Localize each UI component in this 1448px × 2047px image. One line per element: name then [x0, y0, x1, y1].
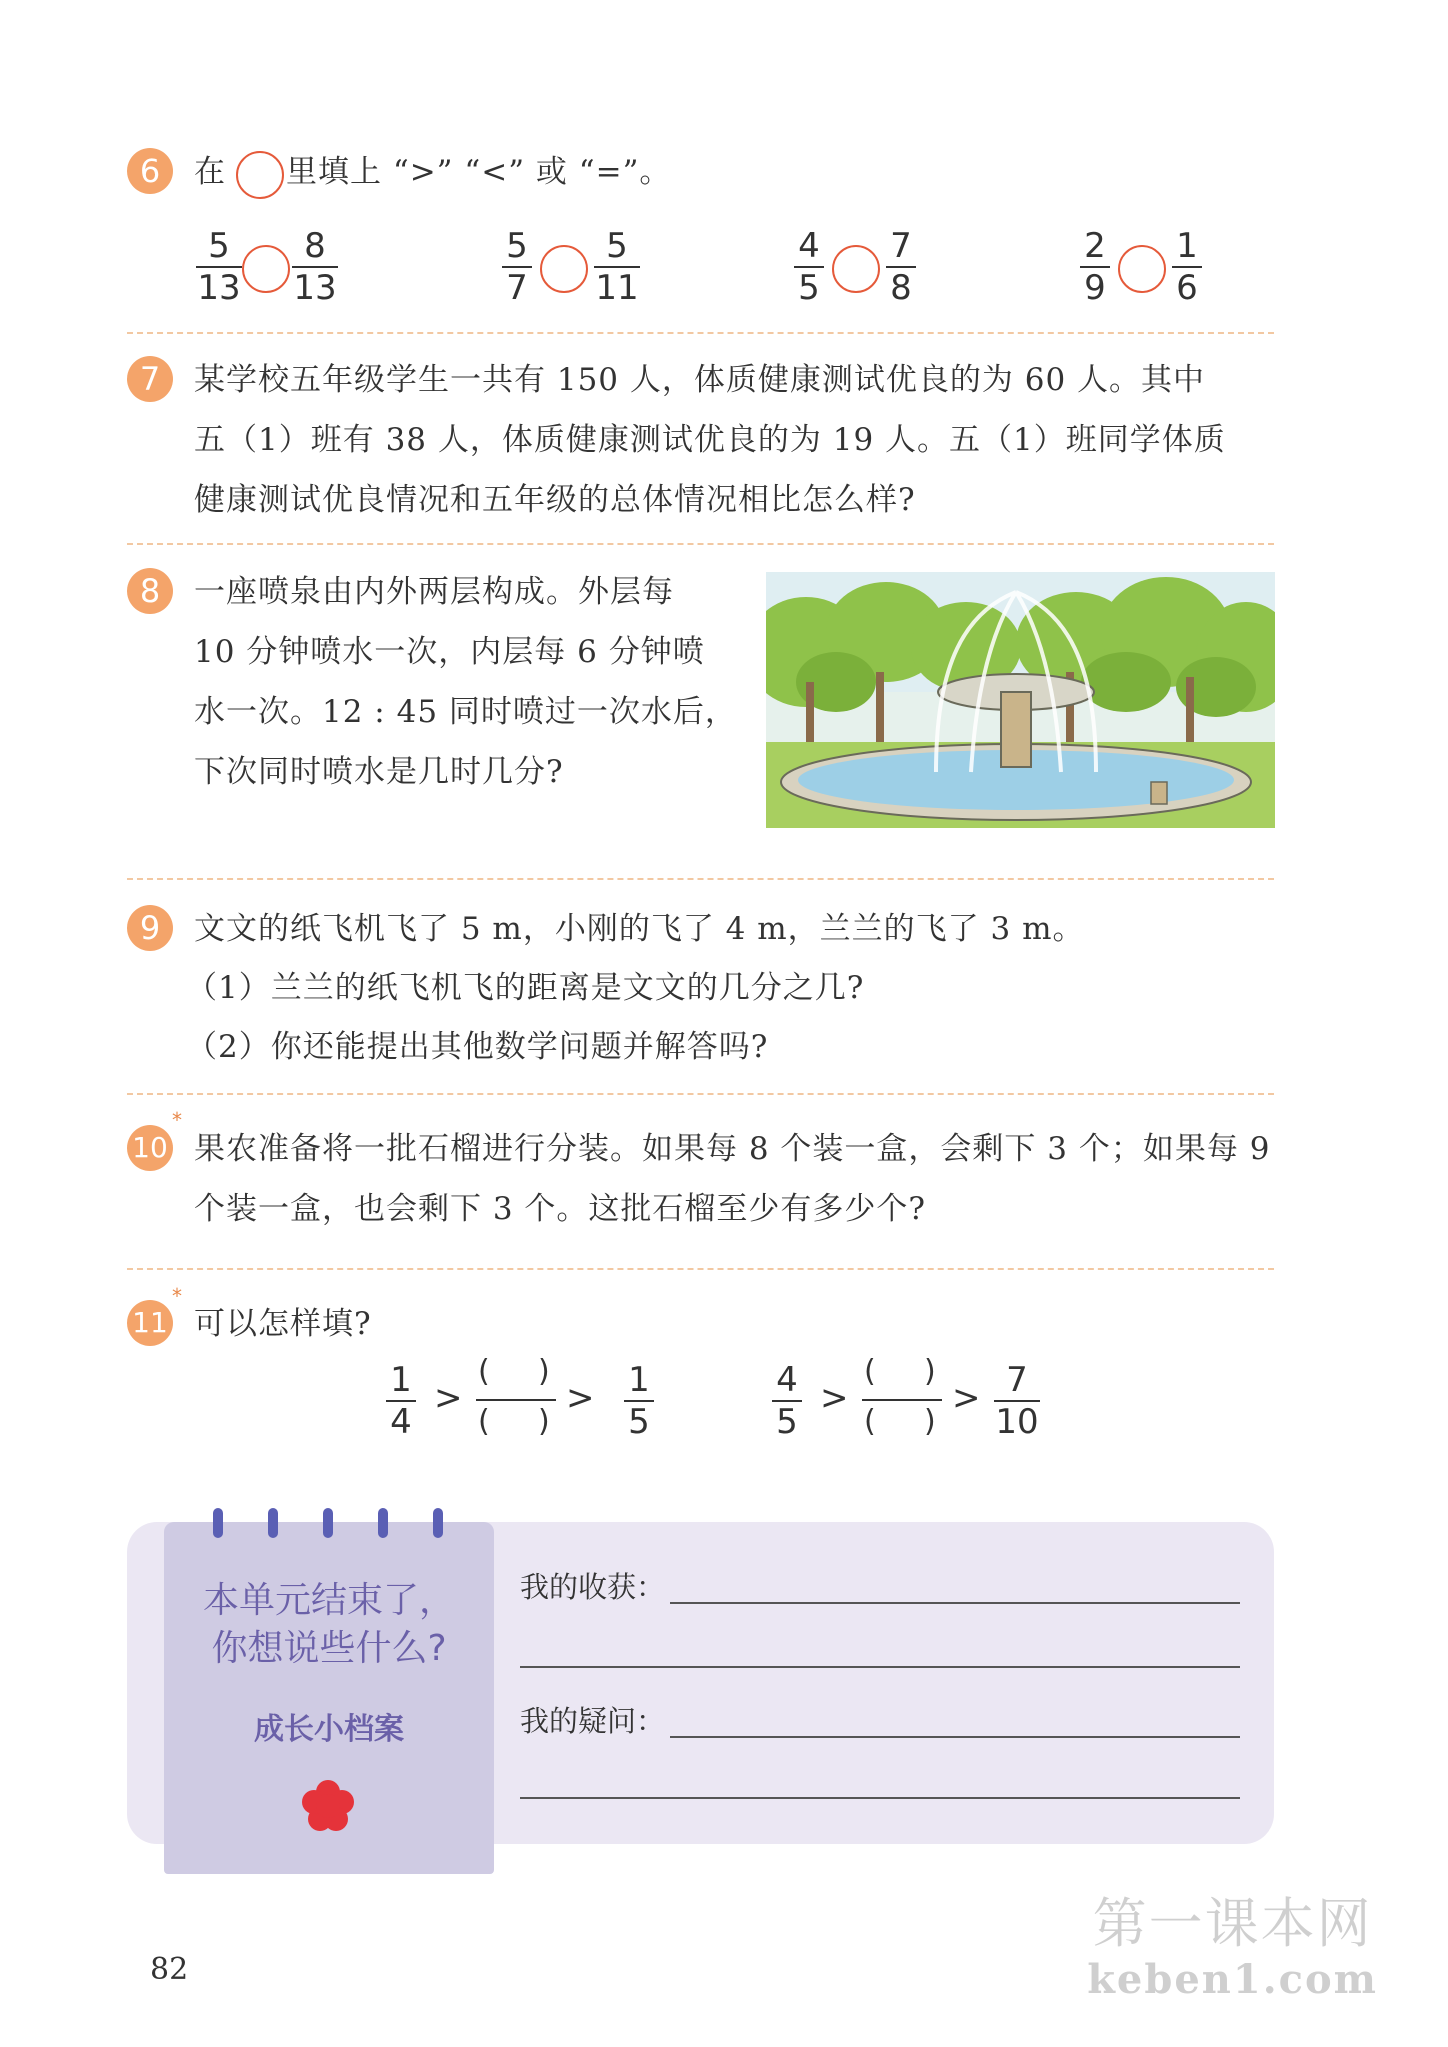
fountain-illustration [766, 572, 1275, 828]
blank-circle-icon [236, 151, 284, 199]
question-8-badge: 8 [127, 568, 173, 614]
section-divider [127, 332, 1274, 334]
question-11-badge: 11 [127, 1300, 173, 1346]
watermark-url: keben1.com [1087, 1956, 1378, 2003]
binder-ring-icon [268, 1508, 278, 1538]
fraction [292, 228, 338, 306]
denominator: 13 [197, 268, 241, 308]
question-9-sub-1: （1）兰兰的纸飞机飞的距离是文文的几分之几? [186, 970, 865, 1006]
fraction [502, 228, 532, 306]
paren: ) [924, 1404, 936, 1439]
question-write-line[interactable] [520, 1797, 1240, 1799]
answer-circle[interactable] [1118, 245, 1166, 293]
denominator: 8 [890, 268, 912, 308]
section-divider [127, 878, 1274, 880]
page-number: 82 [150, 1952, 189, 1987]
denominator: 7 [506, 268, 528, 308]
question-11-prompt: 可以怎样填? [194, 1306, 372, 1342]
question-label: 我的疑问： [520, 1704, 666, 1738]
paren: ( [864, 1354, 876, 1389]
paren: ) [538, 1354, 550, 1389]
numerator: 7 [890, 226, 912, 266]
watermark [1087, 1892, 1378, 2004]
question-7-line: 五（1）班有 38 人，体质健康测试优良的为 19 人。五（1）班同学体质 [194, 422, 1226, 458]
answer-fraction-bar[interactable] [476, 1399, 556, 1401]
numerator: 5 [506, 226, 528, 266]
numerator: 4 [776, 1360, 798, 1400]
paren: ) [538, 1404, 550, 1439]
question-6-prompt-start: 在 [194, 154, 226, 190]
greater-than-sign: > [820, 1378, 849, 1418]
numerator: 2 [1084, 226, 1106, 266]
greater-than-sign: > [952, 1378, 981, 1418]
denominator: 11 [595, 268, 639, 308]
numerator: 5 [606, 226, 628, 266]
paren: ( [864, 1404, 876, 1439]
watermark-title: 第一课本网 [1092, 1892, 1373, 1955]
answer-circle[interactable] [540, 245, 588, 293]
greater-than-sign: > [434, 1378, 463, 1418]
numerator: 1 [390, 1360, 412, 1400]
answer-circle[interactable] [242, 245, 290, 293]
answer-fraction-bar[interactable] [862, 1399, 942, 1401]
fraction [994, 1362, 1040, 1440]
flower-icon [298, 1776, 358, 1836]
numerator: 4 [798, 226, 820, 266]
paren: ) [924, 1354, 936, 1389]
denominator: 5 [776, 1402, 798, 1442]
question-6-prompt-end: 里填上 “>” “<” 或 “=”。 [286, 154, 672, 190]
section-divider [127, 1093, 1274, 1095]
denominator: 5 [628, 1402, 650, 1442]
answer-circle[interactable] [832, 245, 880, 293]
question-8-line: 一座喷泉由内外两层构成。外层每 [194, 574, 674, 610]
question-10-line: 果农准备将一批石榴进行分装。如果每 8 个装一盒，会剩下 3 个；如果每 9 [194, 1131, 1271, 1167]
question-8-line: 10 分钟喷水一次，内层每 6 分钟喷 [194, 634, 705, 670]
card-subtitle: 成长小档案 [254, 1712, 404, 1747]
denominator: 10 [995, 1402, 1039, 1442]
fraction [624, 1362, 654, 1440]
question-8-line: 下次同时喷水是几时几分? [194, 754, 564, 790]
greater-than-sign: > [566, 1378, 595, 1418]
fraction [594, 228, 640, 306]
question-8-line: 水一次。12 : 45 同时喷过一次水后， [194, 694, 737, 730]
challenge-star-icon: * [172, 1108, 182, 1132]
gain-write-line[interactable] [670, 1602, 1240, 1604]
question-10-line: 个装一盒，也会剩下 3 个。这批石榴至少有多少个? [194, 1191, 927, 1227]
numerator: 1 [1176, 226, 1198, 266]
card-title-line-1: 本单元结束了， [202, 1580, 455, 1621]
numerator: 8 [304, 226, 326, 266]
question-6-badge: 6 [127, 148, 173, 194]
question-10-badge: 10 [127, 1125, 173, 1171]
question-7-line: 某学校五年级学生一共有 150 人，体质健康测试优良的为 60 人。其中 [194, 362, 1206, 398]
binder-ring-icon [433, 1508, 443, 1538]
question-7-line: 健康测试优良情况和五年级的总体情况相比怎么样? [194, 482, 916, 518]
section-divider [127, 1268, 1274, 1270]
numerator: 5 [208, 226, 230, 266]
fraction [1080, 228, 1110, 306]
denominator: 13 [293, 268, 337, 308]
paren: ( [478, 1404, 490, 1439]
numerator: 1 [628, 1360, 650, 1400]
card-title-line-2: 你想说些什么? [211, 1628, 447, 1669]
question-7-badge: 7 [127, 356, 173, 402]
denominator: 9 [1084, 268, 1106, 308]
question-9-badge: 9 [127, 905, 173, 951]
fraction [794, 228, 824, 306]
fraction [772, 1362, 802, 1440]
binder-ring-icon [213, 1508, 223, 1538]
binder-ring-icon [323, 1508, 333, 1538]
denominator: 4 [390, 1402, 412, 1442]
challenge-star-icon: * [172, 1284, 182, 1308]
fraction [886, 228, 916, 306]
gain-write-line[interactable] [520, 1666, 1240, 1668]
denominator: 5 [798, 268, 820, 308]
paren: ( [478, 1354, 490, 1389]
binder-ring-icon [378, 1508, 388, 1538]
fraction [1172, 228, 1202, 306]
gain-label: 我的收获： [520, 1570, 666, 1604]
question-9-line: 文文的纸飞机飞了 5 m，小刚的飞了 4 m，兰兰的飞了 3 m。 [194, 911, 1085, 947]
denominator: 6 [1176, 268, 1198, 308]
fraction [196, 228, 242, 306]
question-9-sub-2: （2）你还能提出其他数学问题并解答吗? [186, 1029, 769, 1065]
numerator: 7 [1006, 1360, 1028, 1400]
fraction [386, 1362, 416, 1440]
question-write-line[interactable] [670, 1736, 1240, 1738]
section-divider [127, 543, 1274, 545]
